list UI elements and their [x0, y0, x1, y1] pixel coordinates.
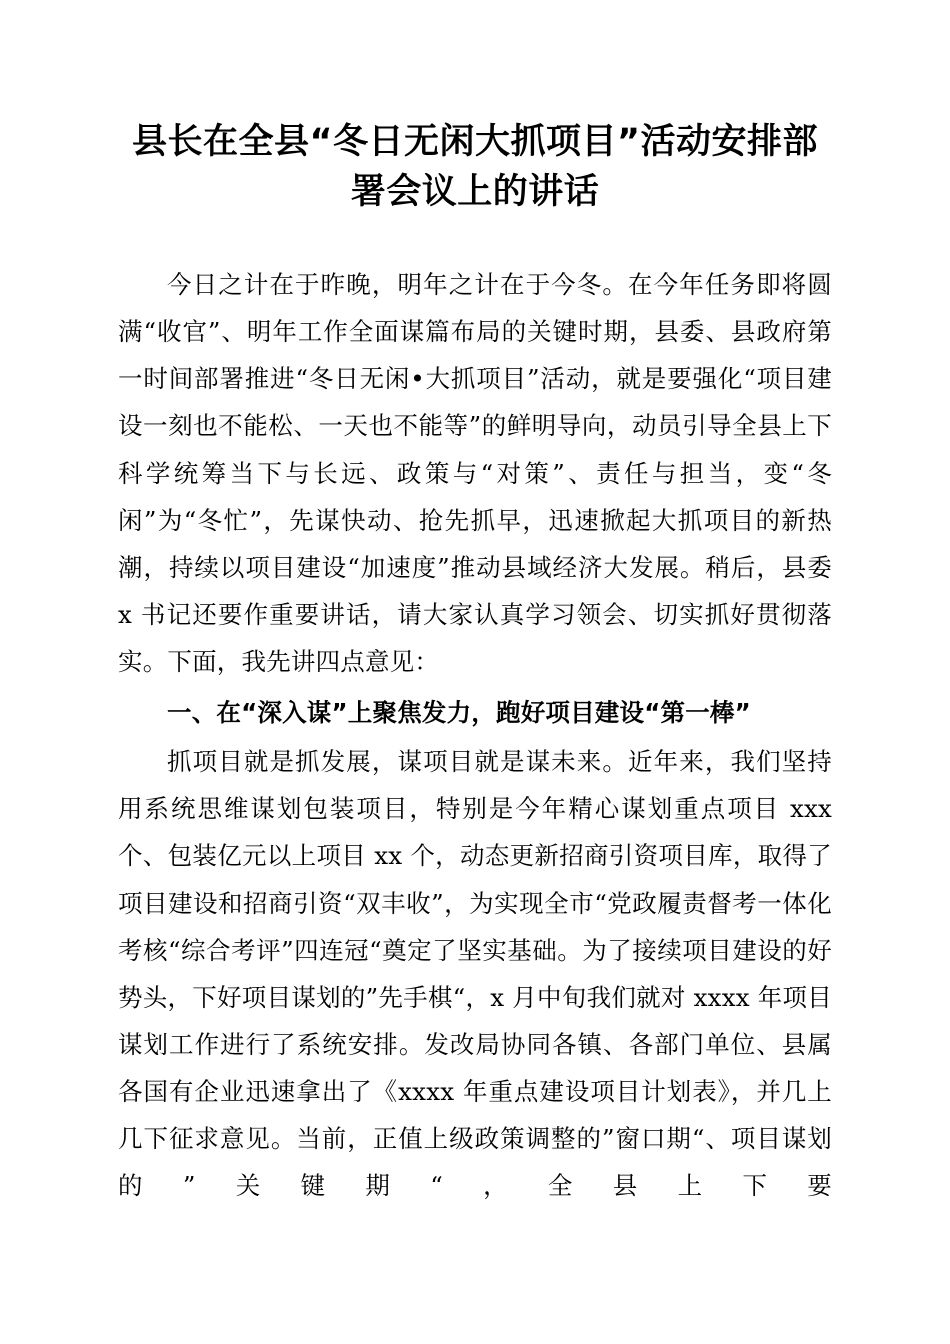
- section-heading-1: 一、在“深入谋”上聚焦发力，跑好项目建设“第一棒”: [167, 697, 751, 727]
- paragraph-section-1-body: 抓项目就是抓发展，谋项目就是谋未来。近年来，我们坚持用系统思维谋划包装项目，特别是今年精心谋划重点项目 xxx 个、包装亿元以上项目 xx 个，动态更新招商引资项目库，取得了项目建设和招商引资“双丰收”，为实现全市“党政履责督考一体化考核“综合考评”四连冠“奠定了坚实基础。为了接续项目建设的好势头，下好项目谋划的”先手棋“，x 月中旬我们就对 xxxx 年项目谋划工作进行了系统安排。发改局协同各镇、各部门单位、县属各国有企业迅速拿出了《xxxx 年重点建设项目计划表》，并几上几下征求意见。当前，正值上级政策调整的”窗口期“、项目谋划的”关键期“，全县上下要: [118, 747, 832, 1200]
- page-title: 县长在全县“冬日无闲大抓项目”活动安排部署会议上的讲话: [131, 122, 818, 212]
- paragraph-intro: 今日之计在于昨晚，明年之计在于今冬。在今年任务即将圆满“收官”、明年工作全面谋篇布局的关键时期，县委、县政府第一时间部署推进“冬日无闲•大抓项目”活动，就是要强化“项目建设一刻也不能松、一天也不能等”的鲜明导向，动员引导全县上下科学统筹当下与长远、政策与“对策”、责任与担当，变“冬闲”为“冬忙”，先谋快动、抢先抓早，迅速掀起大抓项目的新热潮，持续以项目建设“加速度”推动县域经济大发展。稍后，县委 x 书记还要作重要讲话，请大家认真学习领会、切实抓好贯彻落实。下面，我先讲四点意见：: [118, 270, 832, 676]
